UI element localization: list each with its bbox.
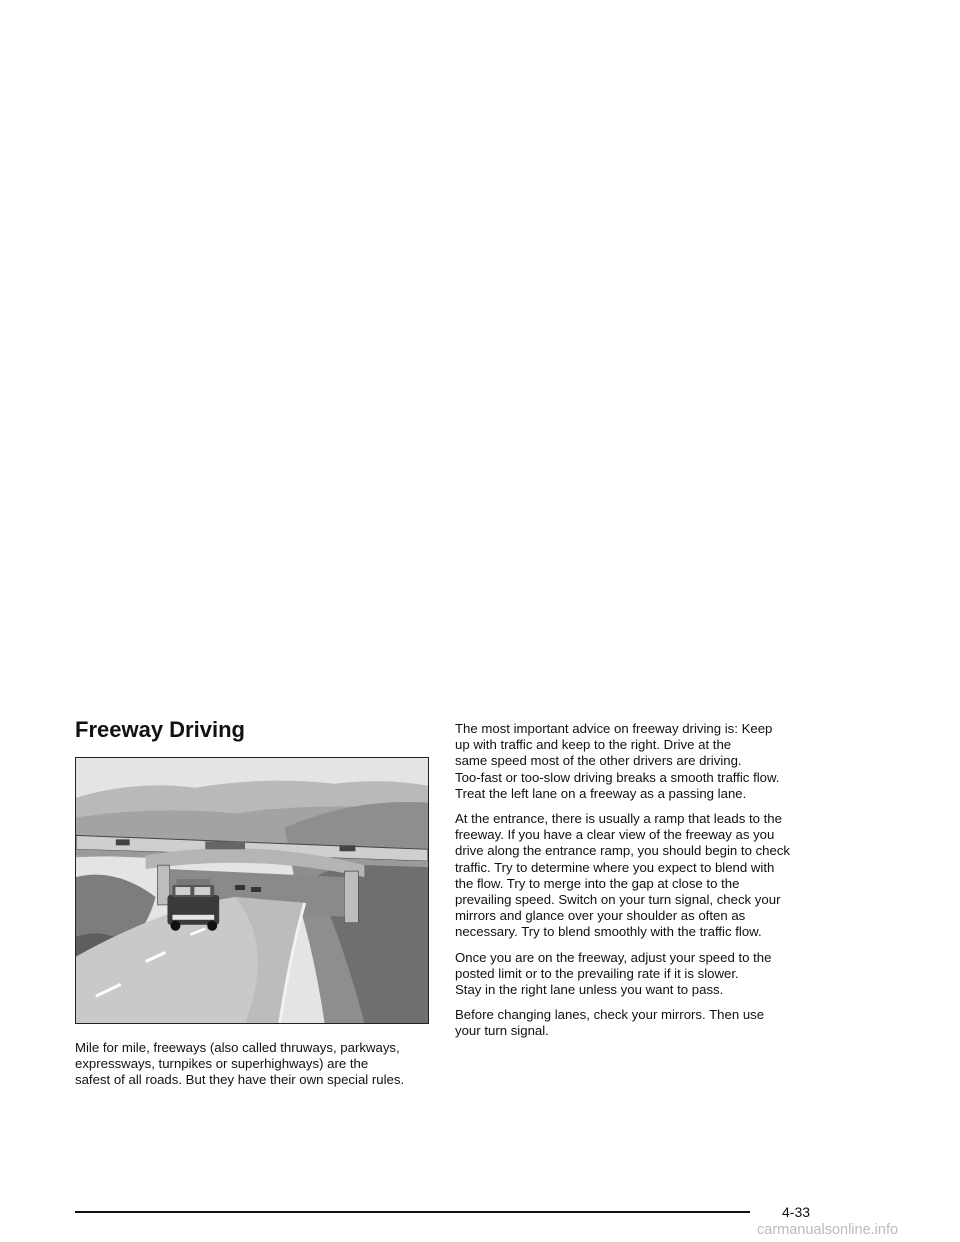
section-heading: Freeway Driving: [75, 717, 245, 742]
entrance-paragraph: At the entrance, there is usually a ramp that leads to the freeway. If you have a clear view of the freeway as you drive along the entrance ramp, you should begin to check traffic. Try to determine where you expect to blend with the flow. Try to merge into the gap at close to the prevailing speed. Switch on your turn signal, check your mirrors and glance over your shoulder as often as necessary. Try to blend smoothly with the traffic flow.: [455, 811, 791, 940]
on-freeway-paragraph: Once you are on the freeway, adjust your speed to the posted limit or to the prevailing rate if it is slower. Stay in the right lane unless you want to pass.: [455, 949, 772, 998]
site-watermark: carmanualsonline.info: [757, 1222, 899, 1238]
freeway-ramp-drawing: [76, 758, 428, 1023]
page-number: 4-33: [782, 1204, 811, 1220]
freeway-illustration: [75, 757, 429, 1024]
advice-paragraph: The most important advice on freeway driving is: Keep up with traffic and keep to the right. Drive at the same speed most of the other drivers are driving. Too-fast or too-slow driving breaks a smooth traffic flow. Treat the left lane on a freeway as a passing lane.: [455, 721, 780, 801]
intro-paragraph: Mile for mile, freeways (also called thruways, parkways, expressways, turnpikes or superhighways) are the safest of all roads. But they have their own special rules.: [75, 1040, 405, 1088]
footer-rule: [75, 1211, 750, 1213]
right-column-text: [455, 721, 827, 1049]
left-column-text: [75, 1040, 435, 1098]
changing-lanes-paragraph: Before changing lanes, check your mirrors. Then use your turn signal.: [455, 1007, 765, 1039]
